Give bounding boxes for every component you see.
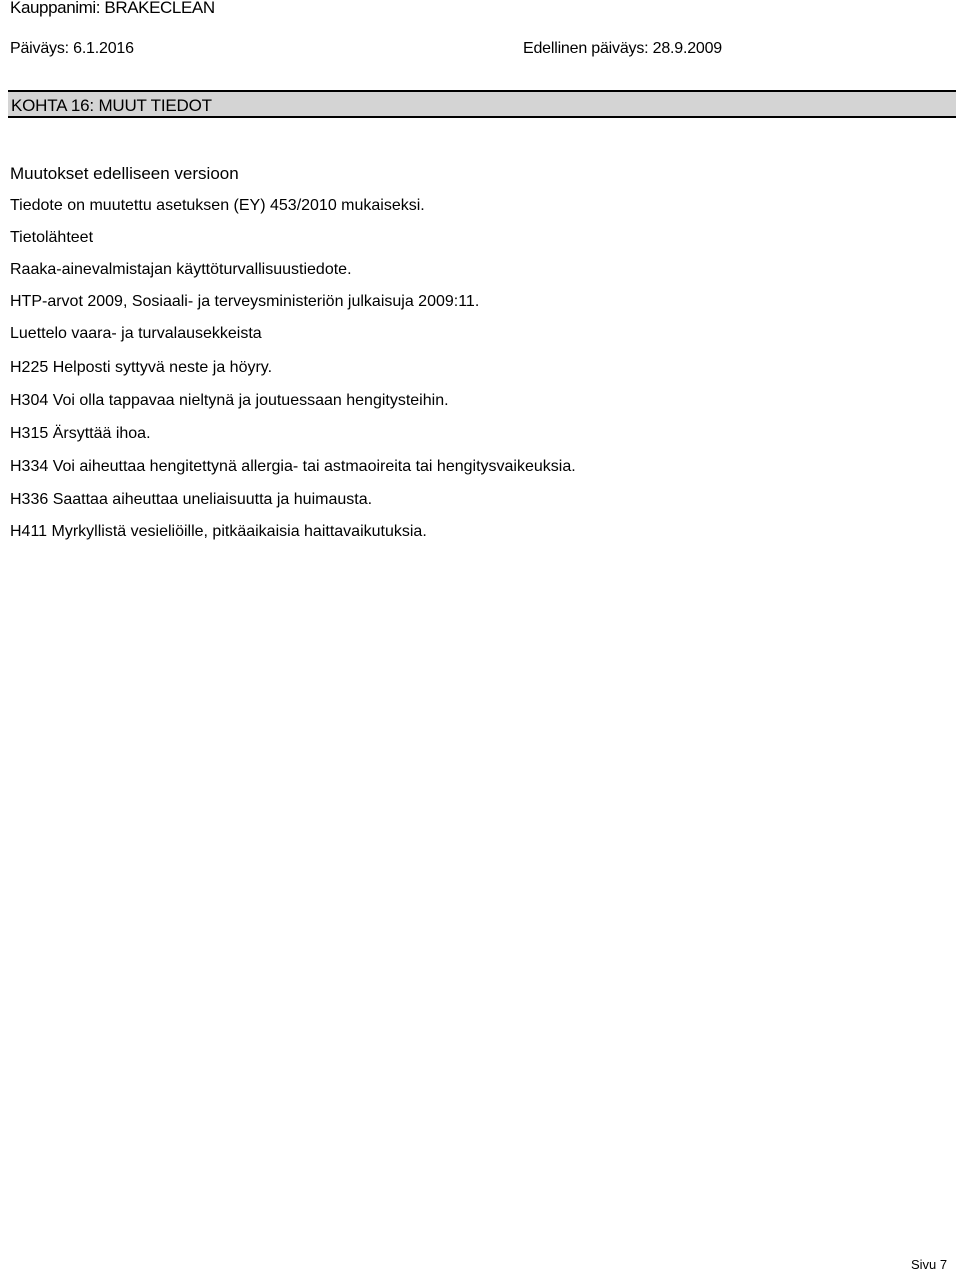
hazard-statement: H411 Myrkyllistä vesieliöille, pitkäaikaisia haittavaikutuksia.: [10, 523, 427, 540]
section-title: KOHTA 16: MUUT TIEDOT: [11, 96, 212, 115]
subheading-changes: Muutokset edelliseen versioon: [10, 164, 239, 183]
text-line: Tiedote on muutettu asetuksen (EY) 453/2010 mukaiseksi.: [10, 197, 425, 214]
hazard-statement: H304 Voi olla tappavaa nieltynä ja joutuessaan hengitysteihin.: [10, 392, 449, 409]
subheading-sources: Tietolähteet: [10, 229, 94, 246]
trade-name: Kauppanimi: BRAKECLEAN: [10, 0, 215, 17]
subheading-phrases: Luettelo vaara- ja turvalausekkeista: [10, 325, 262, 342]
text-line: HTP-arvot 2009, Sosiaali- ja terveysministeriön julkaisuja 2009:11.: [10, 293, 480, 310]
hazard-statement: H225 Helposti syttyvä neste ja höyry.: [10, 359, 273, 376]
hazard-statement: H336 Saattaa aiheuttaa uneliaisuutta ja huimausta.: [10, 491, 373, 508]
section-header: [8, 90, 956, 118]
document-date: Päiväys: 6.1.2016: [10, 40, 134, 57]
page-number: Sivu 7: [911, 1257, 948, 1272]
hazard-statement: H334 Voi aiheuttaa hengitettynä allergia- tai astmaoireita tai hengitysvaikeuksia.: [10, 458, 576, 475]
previous-date: Edellinen päiväys: 28.9.2009: [523, 40, 722, 57]
text-line: Raaka-ainevalmistajan käyttöturvallisuustiedote.: [10, 261, 352, 278]
hazard-statement: H315 Ärsyttää ihoa.: [10, 425, 151, 442]
